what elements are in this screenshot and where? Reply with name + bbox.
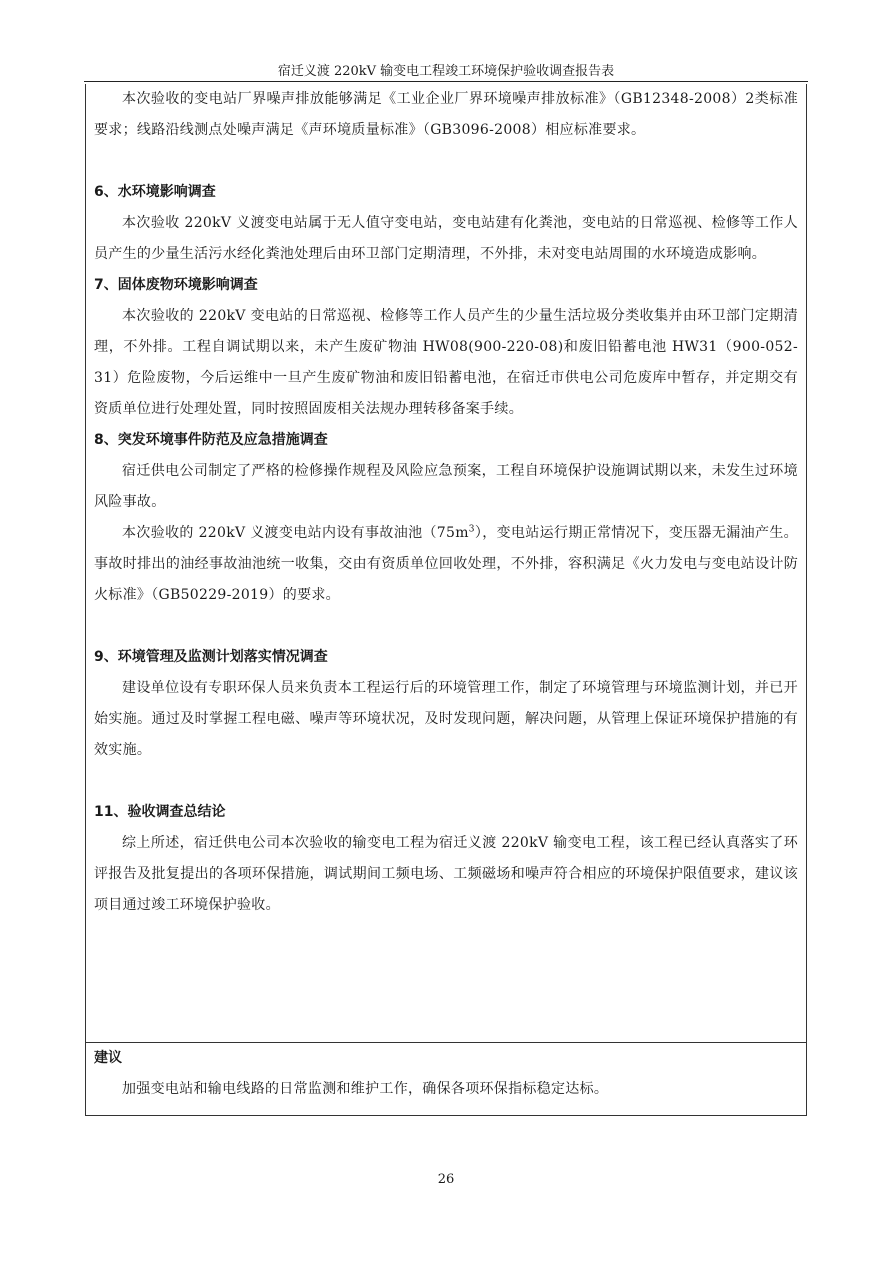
noise-conclusion-paragraph: 本次验收的变电站厂界噪声排放能够满足《工业企业厂界环境噪声排放标准》（GB12348-2008）2类标准要求；线路沿线测点处噪声满足《声环境质量标准》（GB3096-2008）相应标准要求。 [94,91,798,138]
section-6-heading: 6、水环境影响调查 [94,184,216,200]
section-8-heading: 8、突发环境事件防范及应急措施调查 [94,432,328,448]
suggestion-cell [86,1043,806,1115]
section-7-paragraph: 本次验收的 220kV 变电站的日常巡视、检修等工作人员产生的少量生活垃圾分类收集并由环卫部门定期清理，不外排。工程自调试期以来，未产生废矿物油 HW08(900-220-08)和废旧铅蓄电池 HW31（900-052-31）危险废物，今后运维中一旦产生废矿物油和废旧铅蓄电池，在宿迁市供电公司危废库中暂存，并定期交有资质单位进行处理处置，同时按照固废相关法规办理转移备案手续。 [94,308,798,417]
main-content-cell [86,84,806,1042]
section-11-paragraph: 综上所述，宿迁供电公司本次验收的输变电工程为宿迁义渡 220kV 输变电工程，该工程已经认真落实了环评报告及批复提出的各项环保措施，调试期间工频电场、工频磁场和噪声符合相应的环境保护限值要求，建议该项目通过竣工环境保护验收。 [94,835,798,913]
suggestion-heading: 建议 [94,1050,122,1066]
section-7-heading: 7、固体废物环境影响调查 [94,277,258,293]
section-11-heading: 11、验收调查总结论 [94,804,226,820]
section-8-paragraph-2-part-b: ），变电站运行期正常情况下，变压器无漏油产生。事故时排出的油经事故油池统一收集，交由有资质单位回收处理，不外排，容积满足《火力发电与变电站设计防火标准》（GB50229-2019）的要求。 [94,525,798,603]
report-table [85,84,807,1116]
section-9-heading: 9、环境管理及监测计划落实情况调查 [94,649,328,665]
section-8-paragraph-1: 宿迁供电公司制定了严格的检修操作规程及风险应急预案，工程自环境保护设施调试期以来，未发生过环境风险事故。 [94,463,798,510]
section-8-paragraph-2-part-a: 本次验收的 220kV 义渡变电站内设有事故油池（75m [122,525,469,541]
superscript-3: 3 [468,524,475,535]
page-number: 26 [437,1172,455,1187]
section-6-paragraph: 本次验收 220kV 义渡变电站属于无人值守变电站，变电站建有化粪池，变电站的日常巡视、检修等工作人员产生的少量生活污水经化粪池处理后由环卫部门定期清理，不外排，未对变电站周围的水环境造成影响。 [94,215,798,262]
section-8-paragraph-2 [94,518,798,611]
section-9-paragraph: 建设单位设有专职环保人员来负责本工程运行后的环境管理工作，制定了环境管理与环境监测计划，并已开始实施。通过及时掌握工程电磁、噪声等环境状况，及时发现问题，解决问题，从管理上保证环境保护措施的有效实施。 [94,680,798,758]
header-rule [84,81,808,82]
suggestion-paragraph: 加强变电站和输电线路的日常监测和维护工作，确保各项环保指标稳定达标。 [122,1081,609,1097]
page-header-title: 宿迁义渡 220kV 输变电工程竣工环境保护验收调查报告表 [277,64,615,79]
